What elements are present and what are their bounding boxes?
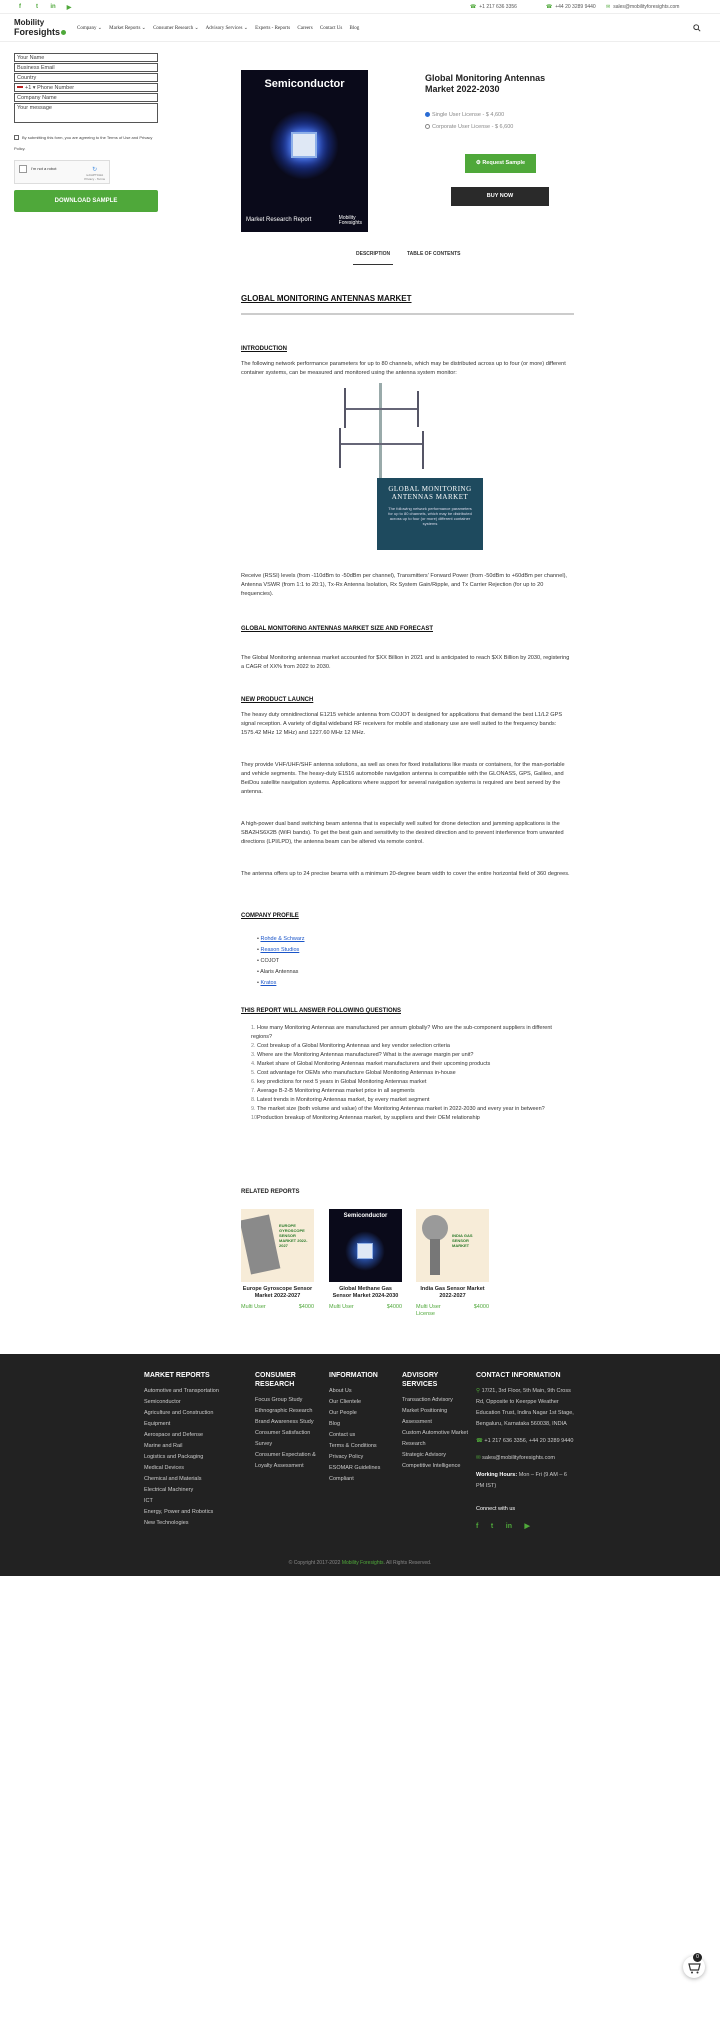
footer-address (476, 1386, 576, 1430)
radio-single[interactable] (425, 112, 430, 117)
phone-icon: ☎ (546, 4, 553, 10)
company-alaris: Alaris Antennas (260, 969, 299, 975)
footer-link[interactable]: Custom Automotive Market Research (402, 1430, 469, 1447)
question-text: Market share of Global Monitoring Antennas market manufacturers and their upcoming products (257, 1061, 491, 1067)
email-text: sales@mobilityforesights.com (613, 4, 680, 10)
sensor-photo (422, 1215, 448, 1241)
list-item: 2.Cost breakup of a Global Monitoring Antennas and key vendor selection criteria (251, 1043, 450, 1049)
captcha-brand: reCAPTCHA (86, 173, 104, 177)
list-item (257, 967, 305, 978)
twitter-icon[interactable]: t (490, 1523, 494, 1530)
divider (241, 313, 574, 315)
footer-heading: INFORMATION (329, 1372, 378, 1379)
facebook-icon[interactable]: f (476, 1523, 479, 1530)
footer-link[interactable]: Consumer Expectation & Loyalty Assessment (255, 1452, 316, 1469)
footer-link[interactable]: Logistics and Packaging (144, 1454, 204, 1460)
logo-line-2: Foresights (14, 27, 61, 37)
footer-link[interactable]: Electrical Machinery (144, 1487, 194, 1493)
footer-link[interactable]: Semiconductor (144, 1399, 181, 1405)
list-item: 4.Market share of Global Monitoring Antennas market manufacturers and their upcoming products (251, 1061, 491, 1067)
footer-link[interactable]: Competitive Intelligence (402, 1463, 461, 1469)
related-title-1[interactable]: Europe Gyroscope Sensor Market 2022-2027 (242, 1286, 313, 1299)
heading-line: RESEARCH (255, 1381, 295, 1388)
question-text: Where are the Monitoring Antennas manufactured? What is the average margin per unit? (257, 1052, 474, 1058)
address-text: 17/21, 3rd Floor, 5th Main, 9th Cross Rd, Opposite to Keerppe Weather Education Trust, Indira Nagar 1st Stage, Bengaluru, Karnataka 560038, INDIA (476, 1388, 574, 1427)
phone-placeholder: Phone Number (37, 85, 75, 91)
tab-table-of-contents[interactable]: TABLE OF CONTENTS (407, 251, 461, 257)
questions-list (251, 1024, 571, 1123)
footer-link[interactable]: Privacy Policy (329, 1454, 364, 1460)
nav-advisory-services[interactable]: Advisory Services ⌄ (205, 26, 248, 31)
license-label: Multi User (241, 1304, 266, 1310)
antenna-image-text: The following network performance parameters for up to 80 channels, which may be distributed across up to four (or more) different container systems (388, 506, 472, 526)
copyright-brand[interactable]: Mobility Foresights (341, 1560, 384, 1566)
question-text: Cost breakup of a Global Monitoring Antennas and key vendor selection criteria (257, 1043, 450, 1049)
related-image-2-text: Semiconductor (343, 1213, 388, 1219)
footer-link[interactable]: Consumer Satisfaction Survey (255, 1430, 311, 1447)
phone-1-text: +1 217 636 3356 (479, 4, 517, 10)
license-corporate[interactable] (425, 124, 513, 130)
message-textarea[interactable]: Your message (14, 103, 158, 123)
phone-1[interactable] (470, 4, 517, 10)
footer-link[interactable]: ESOMAR Guidelines Compliant (329, 1465, 381, 1482)
license-label: Multi User License (416, 1304, 441, 1317)
antenna-rod (422, 431, 424, 469)
captcha-terms[interactable]: Privacy - Terms (84, 177, 105, 181)
phone-code[interactable]: +1 ▾ (25, 85, 36, 91)
hours-text: Mon – Fri (9 AM – 6 PM IST) (476, 1472, 567, 1489)
chip-icon (357, 1243, 373, 1259)
footer-link[interactable]: New Technologies (144, 1520, 189, 1526)
footer-link[interactable]: Blog (329, 1421, 341, 1427)
footer-link[interactable]: Contact us (329, 1432, 356, 1438)
related-image-3-text: INDIA GAS SENSOR MARKET (452, 1233, 473, 1248)
related-image-1 (241, 1209, 314, 1282)
related-image-1-text: EUROPE GYROSCOPE SENSOR MARKET 2022-2027 (279, 1223, 308, 1248)
related-card-2[interactable] (329, 1209, 402, 1310)
list-item: 3.Where are the Monitoring Antennas manufactured? What is the average margin per unit? (251, 1052, 474, 1058)
footer-link[interactable]: Our People (329, 1410, 357, 1416)
footer-market-reports (144, 1371, 230, 1529)
footer-consumer-research (255, 1371, 323, 1472)
footer-link[interactable]: Terms & Conditions (329, 1443, 377, 1449)
footer-link[interactable]: Market Positioning Assessment (402, 1408, 448, 1425)
company-input[interactable]: Company Name (14, 93, 158, 102)
list-item: 10.Production breakup of Monitoring Antennas market, by suppliers and their OEM relationship (251, 1115, 480, 1121)
related-card-1[interactable] (241, 1209, 314, 1310)
logo-dot-icon (61, 30, 66, 35)
radio-corporate[interactable] (425, 124, 430, 129)
linkedin-icon[interactable]: in (505, 1523, 512, 1530)
heading-line: ADVISORY (402, 1372, 439, 1379)
list-item: 8.Latest trends in Monitoring Antennas market, by every market segment (251, 1097, 430, 1103)
footer-heading: MARKET REPORTS (144, 1372, 210, 1379)
footer-link[interactable]: Our Clientele (329, 1399, 362, 1405)
question-text: The market size (both volume and value) of the Monitoring Antennas market in 2022-2030 and every year in between? (257, 1106, 545, 1112)
youtube-icon[interactable]: ▶ (66, 4, 72, 11)
list-item: 1.How many Monitoring Antennas are manufactured per annum globally? Who are the sub-component suppliers in different regions? (251, 1025, 552, 1040)
captcha-checkbox[interactable] (19, 165, 27, 173)
hours-label: Working Hours: (476, 1472, 518, 1478)
antenna-image-overlay (377, 478, 483, 550)
nav-blog[interactable]: Blog (349, 26, 360, 31)
footer-link[interactable]: Medical Devices (144, 1465, 185, 1471)
license-single-label: Single User License - $ 4,600 (432, 112, 505, 118)
nav-careers[interactable]: Careers (297, 26, 313, 31)
recaptcha (14, 160, 110, 184)
list-item (257, 945, 305, 956)
main-nav (77, 25, 365, 31)
price-label: $4000 (473, 1304, 489, 1310)
sample-request-form (14, 53, 159, 212)
sensor-photo (430, 1239, 440, 1275)
copyright (0, 1560, 720, 1566)
nav-market-reports[interactable]: Market Reports ⌄ (109, 26, 146, 31)
launch-paragraph-2: They provide VHF/UHF/SHF antenna solutions, as well as ones for fixed installations like masts or containers, for the man-portable and vehicle segments. The heavy-duty E1516 automobile navigation antenna is compatible with the GLONASS, GPS, Galileo, and BeiDou satellite navigation systems. Applications where support for several navigation systems is required are best served by the antenna. (241, 762, 565, 795)
antenna-rod (344, 388, 346, 428)
footer-link[interactable]: Marine and Rail (144, 1443, 183, 1449)
list-item: 6.key predictions for next 5 years in Global Monitoring Antennas market (251, 1079, 427, 1085)
us-flag-icon (17, 86, 23, 90)
question-text: key predictions for next 5 years in Global Monitoring Antennas market (257, 1079, 427, 1085)
launch-heading: NEW PRODUCT LAUNCH (241, 697, 314, 703)
footer-link[interactable]: Automotive and Transportation (144, 1388, 219, 1394)
name-input[interactable]: Your Name (14, 53, 158, 62)
antenna-rod (417, 391, 419, 427)
product-title: Global Monitoring Antennas Market 2022-2030 (425, 73, 546, 94)
list-item: 9.The market size (both volume and value) of the Monitoring Antennas market in 2022-2030 and every year in between? (251, 1106, 545, 1112)
footer-heading (255, 1371, 323, 1389)
product-image-title: Semiconductor (264, 78, 345, 90)
profile-heading: COMPANY PROFILE (241, 913, 299, 919)
buy-now-button[interactable]: BUY NOW (451, 187, 549, 206)
youtube-icon[interactable]: ▶ (524, 1523, 530, 1530)
question-text: Average B-2-B Monitoring Antennas market price in all segments (257, 1088, 415, 1094)
company-link-reason-studios[interactable]: Reason Studios (260, 947, 300, 953)
header (0, 14, 720, 42)
list-item: 7.Average B-2-B Monitoring Antennas market price in all segments (251, 1088, 415, 1094)
related-price-1 (241, 1304, 314, 1310)
footer-contact (476, 1371, 576, 1533)
footer-link[interactable]: Aerospace and Defense (144, 1432, 204, 1438)
linkedin-icon[interactable]: in (50, 4, 56, 10)
email-text: sales@mobilityforesights.com (482, 1455, 555, 1461)
product-image-logo (339, 216, 362, 226)
footer-link[interactable]: ICT (144, 1498, 153, 1504)
question-text: Production breakup of Monitoring Antennas market, by suppliers and their OEM relationship (257, 1115, 480, 1121)
heading-line: CONSUMER (255, 1372, 296, 1379)
footer-information (329, 1371, 397, 1485)
country-input[interactable]: Country (14, 73, 158, 82)
list-item (257, 934, 305, 945)
size-heading: GLOBAL MONITORING ANTENNAS MARKET SIZE AND FORECAST (241, 626, 433, 632)
footer-hours (476, 1470, 576, 1492)
footer-link[interactable]: About Us (329, 1388, 352, 1394)
image-logo-line-1: Mobility (338, 215, 356, 221)
top-bar (0, 0, 720, 14)
footer-link[interactable]: Chemical and Materials (144, 1476, 202, 1482)
phones-text: +1 217 636 3356, +44 20 3289 9440 (484, 1438, 574, 1444)
antenna-image-title: GLOBAL MONITORING ANTENNAS MARKET (388, 485, 472, 501)
consent-row (14, 132, 159, 154)
questions-heading: THIS REPORT WILL ANSWER FOLLOWING QUESTIONS (241, 1008, 401, 1014)
mail-icon: ✉ (606, 4, 611, 10)
intro-paragraph: The following network performance parameters for up to 80 channels, which may be distributed across up to four (or more) different container systems, can be measured and monitored using the antenna system monitor: (241, 361, 566, 376)
product-image-caption: Market Research Report (246, 217, 312, 223)
price-label: $4000 (298, 1304, 314, 1310)
phone-2-text: +44 20 3289 9440 (555, 4, 596, 10)
list-item (257, 978, 305, 989)
question-text: Latest trends in Monitoring Antennas market, by every market segment (257, 1097, 430, 1103)
footer-link[interactable]: Brand Awareness Study (255, 1419, 314, 1425)
copyright-post: . All Rights Reserved. (383, 1560, 432, 1566)
antenna-rod (339, 428, 341, 468)
company-link-kratos[interactable]: Kratos (260, 980, 277, 986)
list-item: 5.Cost advantage for OEMs who manufacture Global Monitoring Antennas in-house (251, 1070, 456, 1076)
twitter-icon[interactable]: t (36, 4, 38, 10)
related-title-3[interactable]: India Gas Sensor Market 2022-2027 (420, 1286, 485, 1299)
main-heading: GLOBAL MONITORING ANTENNAS MARKET (241, 294, 412, 303)
related-title-2[interactable]: Global Methane Gas Sensor Market 2024-2030 (332, 1286, 399, 1299)
company-list (257, 934, 305, 989)
company-cojot: COJOT (260, 958, 280, 964)
footer-link[interactable]: Transaction Advisory (402, 1397, 453, 1403)
question-text: How many Monitoring Antennas are manufactured per annum globally? Who are the sub-component suppliers in different regions? (251, 1025, 552, 1040)
phone-icon: ☎ (470, 4, 477, 10)
phone-icon: ☎ (476, 1438, 485, 1444)
related-image-3 (416, 1209, 489, 1282)
footer-phones[interactable] (476, 1436, 576, 1447)
logo[interactable] (14, 18, 74, 40)
facebook-icon[interactable]: f (19, 4, 21, 10)
intro-paragraph-2: Receive (RSSI) levels (from -110dBm to -50dBm per channel), Transmitters' Forward Power (from -50dBm to +60dBm per channel), Antenna VSWR (from 1:1 to 20:1), Tx-Rx Antenna Isolation, Rx System Gain/Ripple, and Tx Carrier Rejection (for up to 20 frequencies). (241, 573, 567, 597)
related-price-3 (416, 1304, 489, 1318)
consent-checkbox[interactable] (14, 135, 19, 140)
nav-company[interactable]: Company ⌄ (77, 26, 102, 31)
image-logo-line-2: Foresights (338, 220, 362, 226)
footer-heading: CONTACT INFORMATION (476, 1372, 561, 1379)
footer-link[interactable]: Strategic Advisory (402, 1452, 447, 1458)
footer-social (476, 1521, 576, 1533)
heading-line: SERVICES (402, 1381, 438, 1388)
intro-heading: INTRODUCTION (241, 346, 287, 352)
footer-advisory-services (402, 1371, 470, 1472)
phone-input[interactable] (14, 83, 158, 92)
tab-description[interactable]: DESCRIPTION (356, 251, 391, 257)
size-paragraph: The Global Monitoring antennas market accounted for $XX Billion in 2021 and is anticipated to reach $XX Billion by 2030, registering a CAGR of XX% from 2022 to 2030. (241, 655, 570, 670)
footer-heading (402, 1371, 470, 1389)
license-single[interactable] (425, 112, 504, 118)
related-card-3[interactable] (416, 1209, 489, 1318)
email-input[interactable]: Business Email (14, 63, 158, 72)
antenna-image (329, 383, 484, 550)
question-text: Cost advantage for OEMs who manufacture Global Monitoring Antennas in-house (257, 1070, 456, 1076)
related-heading: RELATED REPORTS (241, 1189, 300, 1195)
download-sample-button[interactable]: DOWNLOAD SAMPLE (14, 190, 158, 212)
nav-contact-us[interactable]: Contact Us (319, 26, 343, 31)
email-link[interactable] (606, 4, 679, 10)
list-item (257, 956, 305, 967)
launch-paragraph-3: A high-power dual band switching beam antenna that is especially well suited for drone detection and jamming applications is the SBA2HS6X2B (WiFi bands). To get the best gain and sensitivity to the desired direction and to prevent interference from unwanted directions (LPI/LPD), the antenna beam can be altered via remote control. (241, 821, 564, 845)
search-icon[interactable] (693, 24, 701, 32)
license-label: Multi User (329, 1304, 354, 1310)
mail-icon: ✉ (476, 1455, 483, 1461)
phone-2[interactable] (546, 4, 596, 10)
location-icon: ⚲ (476, 1388, 482, 1394)
footer-link[interactable]: Ethnographic Research (255, 1408, 313, 1414)
launch-paragraph-1: The heavy duty omnidirectional E1215 vehicle antenna from COJOT is designed for applications that demand the best L1/L2 GPS signal reception. A variety of digital wideband RF receivers for mobile and stationary use are well suited to the frequency bands: 1575.42 MHz 12 MHz) and 1227.60 MHz 12 MHz. (241, 712, 563, 736)
nav-experts-reports[interactable]: Experts - Reports (255, 26, 291, 31)
request-sample-button[interactable]: ⚙ Request Sample (465, 154, 536, 173)
chip-icon (291, 132, 317, 158)
chip-photo (241, 1214, 280, 1274)
antenna-crossbar (344, 408, 419, 410)
cart-count-badge: 0 (693, 1953, 702, 1962)
cart-button[interactable] (683, 1956, 705, 1978)
consent-text: By submitting this form, you are agreeing to the Terms of Use and Privacy Policy. (14, 135, 153, 151)
footer-link[interactable]: Focus Group Study (255, 1397, 303, 1403)
logo-line-1: Mobility (14, 18, 45, 27)
active-tab-underline (353, 264, 393, 265)
company-link-rohde-schwarz[interactable]: Rohde & Schwarz (260, 936, 305, 942)
price-label: $4000 (386, 1304, 402, 1310)
product-image (241, 70, 368, 232)
nav-consumer-research[interactable]: Consumer Research ⌄ (153, 26, 199, 31)
related-image-2 (329, 1209, 402, 1282)
connect-label: Connect with us (476, 1506, 516, 1512)
license-corporate-label: Corporate User License - $ 6,600 (432, 124, 514, 130)
footer-email[interactable] (476, 1453, 576, 1464)
launch-paragraph-4: The antenna offers up to 24 precise beams with a minimum 20-degree beam width to cover the entire horizontal field of 360 degrees. (241, 871, 570, 877)
copyright-pre: © Copyright 2017-2022 (288, 1560, 341, 1566)
footer-link[interactable]: Energy, Power and Robotics (144, 1509, 214, 1515)
footer-link[interactable]: Agriculture and Construction Equipment (144, 1410, 214, 1427)
antenna-crossbar (339, 443, 424, 445)
captcha-label: I'm not a robot (31, 166, 57, 172)
recaptcha-icon: ↻ (92, 167, 98, 173)
related-price-2 (329, 1304, 402, 1310)
